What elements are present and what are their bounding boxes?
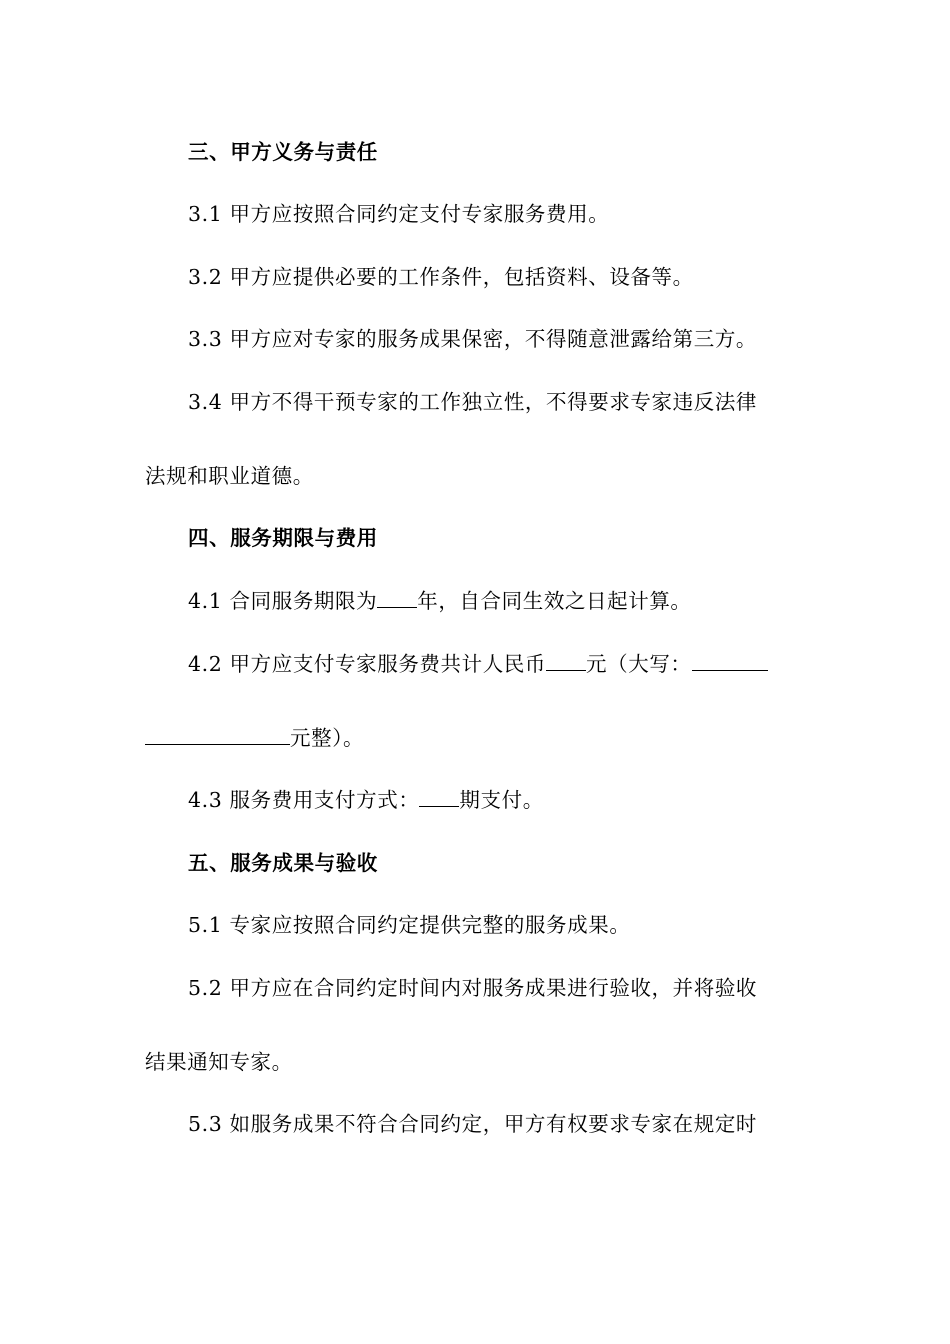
clause-4-3-text-a: 4.3 服务费用支付方式：: [188, 788, 420, 812]
section-4-heading: 四、服务期限与费用: [188, 526, 378, 550]
clause-3-2: 3.2 甲方应提供必要的工作条件，包括资料、设备等。: [188, 265, 694, 289]
section-5-heading: 五、服务成果与验收: [188, 851, 378, 875]
clause-5-2-line2: 结果通知专家。: [145, 1050, 293, 1074]
clause-4-1-text-b: 年，自合同生效之日起计算。: [417, 589, 692, 613]
clause-3-3: 3.3 甲方应对专家的服务成果保密，不得随意泄露给第三方。: [188, 327, 758, 351]
clause-4-2-text-c: 元整）。: [290, 726, 365, 750]
clause-4-2-line1: [188, 648, 810, 680]
clause-5-2-line1: 5.2 甲方应在合同约定时间内对服务成果进行验收，并将验收: [188, 976, 758, 1000]
clause-5-3-line1: 5.3 如服务成果不符合合同约定，甲方有权要求专家在规定时: [188, 1112, 758, 1136]
fee-uppercase-blank-2: [145, 722, 290, 745]
clause-4-2-text-a: 4.2 甲方应支付专家服务费共计人民币: [188, 652, 547, 676]
fee-uppercase-blank-1: [692, 648, 768, 671]
section-3-heading: 三、甲方义务与责任: [188, 140, 378, 164]
term-years-blank: [377, 585, 417, 608]
clause-3-1: 3.1 甲方应按照合同约定支付专家服务费用。: [188, 202, 610, 226]
clause-4-3: [188, 784, 810, 816]
payment-installments-blank: [419, 784, 459, 807]
clause-4-1: [188, 585, 810, 617]
clause-4-2-line2: [145, 722, 810, 754]
fee-amount-blank: [546, 648, 586, 671]
clause-4-2-text-b: 元（大写：: [586, 652, 692, 676]
clause-3-4-line2: 法规和职业道德。: [145, 464, 314, 488]
clause-4-3-text-b: 期支付。: [459, 788, 544, 812]
clause-4-1-text-a: 4.1 合同服务期限为: [188, 589, 378, 613]
clause-3-4-line1: 3.4 甲方不得干预专家的工作独立性，不得要求专家违反法律: [188, 390, 758, 414]
clause-5-1: 5.1 专家应按照合同约定提供完整的服务成果。: [188, 913, 631, 937]
